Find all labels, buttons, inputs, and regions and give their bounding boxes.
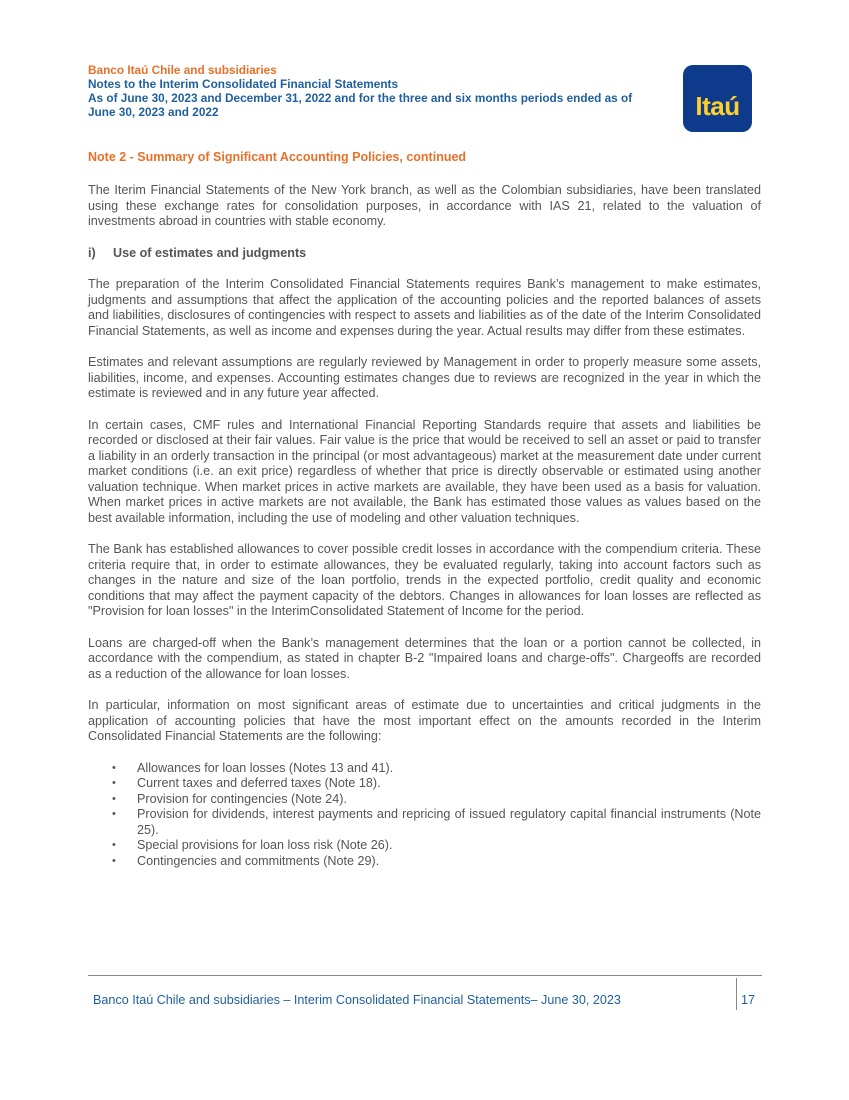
section-heading [88,246,761,262]
itau-logo [683,65,752,132]
logo-text: Itaú [695,91,740,121]
list-item: • Special provisions for loan loss risk (Note 26). [88,838,761,854]
list-item: • Contingencies and commitments (Note 29). [88,854,761,870]
paragraph: The Bank has established allowances to cover possible credit losses in accordance with the compendium criteria. These criteria require that, in order to estimate allowances, they be evaluated regularly, taking into account factors such as changes in the nature and size of the loan portfolio, trends in the expected portfolio, credit quality and economic conditions that may affect the payment capacity of the debtors. Changes in allowances for loan losses are reflected as "Provision for loan losses" in the InterimConsolidated Statement of Income for the period. [88,542,761,618]
document-body [88,183,761,869]
footer-divider [88,975,762,976]
note-title: Note 2 - Summary of Significant Accounting Policies, continued [88,150,467,164]
paragraph: In certain cases, CMF rules and International Financial Reporting Standards require that assets and liabilities be recorded or disclosed at their fair values. Fair value is the price that would be received to sell an asset or paid to transfer a liability in an orderly transaction in the principal (or most advantageous) market at the measurement date under current market conditions (i.e. an exit price) regardless of whether that price is directly observable or estimated using another valuation technique. When market prices in active markets are available, they have been used as a basis for valuation. When market prices in active markets are not available, the Bank has estimated those values as values based on the best available information, including the use of modeling and other valuation techniques. [88,417,761,525]
page-number: 17 [741,993,756,1007]
header-line-1: Notes to the Interim Consolidated Financial Statements [88,77,399,91]
company-name: Banco Itaú Chile and subsidiaries [88,63,277,77]
footer-text: Banco Itaú Chile and subsidiaries – Interim Consolidated Financial Statements– June 30, 2023 [93,993,621,1007]
paragraph: Estimates and relevant assumptions are regularly reviewed by Management in order to properly measure some assets, liabilities, income, and expenses. Accounting estimates changes due to reviews are recognized in the year in which the estimate is reviewed and in any future year affected. [88,355,761,400]
estimates-list [88,761,761,870]
list-item: • Provision for contingencies (Note 24). [88,792,761,808]
document-header [88,63,688,119]
section-title: Use of estimates and judgments [113,245,307,260]
paragraph: Loans are charged-off when the Bank’s management determines that the loan or a portion cannot be collected, in accordance with the compendium, as stated in chapter B-2 "Impaired loans and charge-offs". Chargeoffs are recorded as a reduction of the allowance for loan losses. [88,635,761,681]
paragraph: In particular, information on most significant areas of estimate due to uncertainties and critical judgments in the application of accounting policies that have the most important effect on the amounts recorded in the Interim Consolidated Financial Statements are the following: [88,698,761,743]
header-line-3: June 30, 2023 and 2022 [88,105,219,119]
list-item: • Allowances for loan losses (Notes 13 and 41). [88,761,761,777]
list-item: • Current taxes and deferred taxes (Note 18). [88,776,761,792]
list-item: • Provision for dividends, interest payments and repricing of issued regulatory capital financial instruments (Note 25). [88,807,761,838]
paragraph: The preparation of the Interim Consolidated Financial Statements requires Bank’s management to make estimates, judgments and assumptions that affect the application of the accounting policies and the reported balances of assets and liabilities, disclosures of contingencies with respect to assets and liabilities as of the date of the Interim Consolidated Financial Statements, as well as income and expenses during the year. Actual results may differ from these estimates. [88,277,761,338]
intro-paragraph: The Iterim Financial Statements of the New York branch, as well as the Colombian subsidiaries, have been translated using these exchange rates for consolidation purposes, in accordance with IAS 21, related to the valuation of investments abroad in countries with stable economy. [88,183,761,228]
footer-vertical-divider [736,978,737,1010]
header-line-2: As of June 30, 2023 and December 31, 2022 and for the three and six months periods ended as of [88,91,633,105]
section-number: i) [88,245,96,260]
